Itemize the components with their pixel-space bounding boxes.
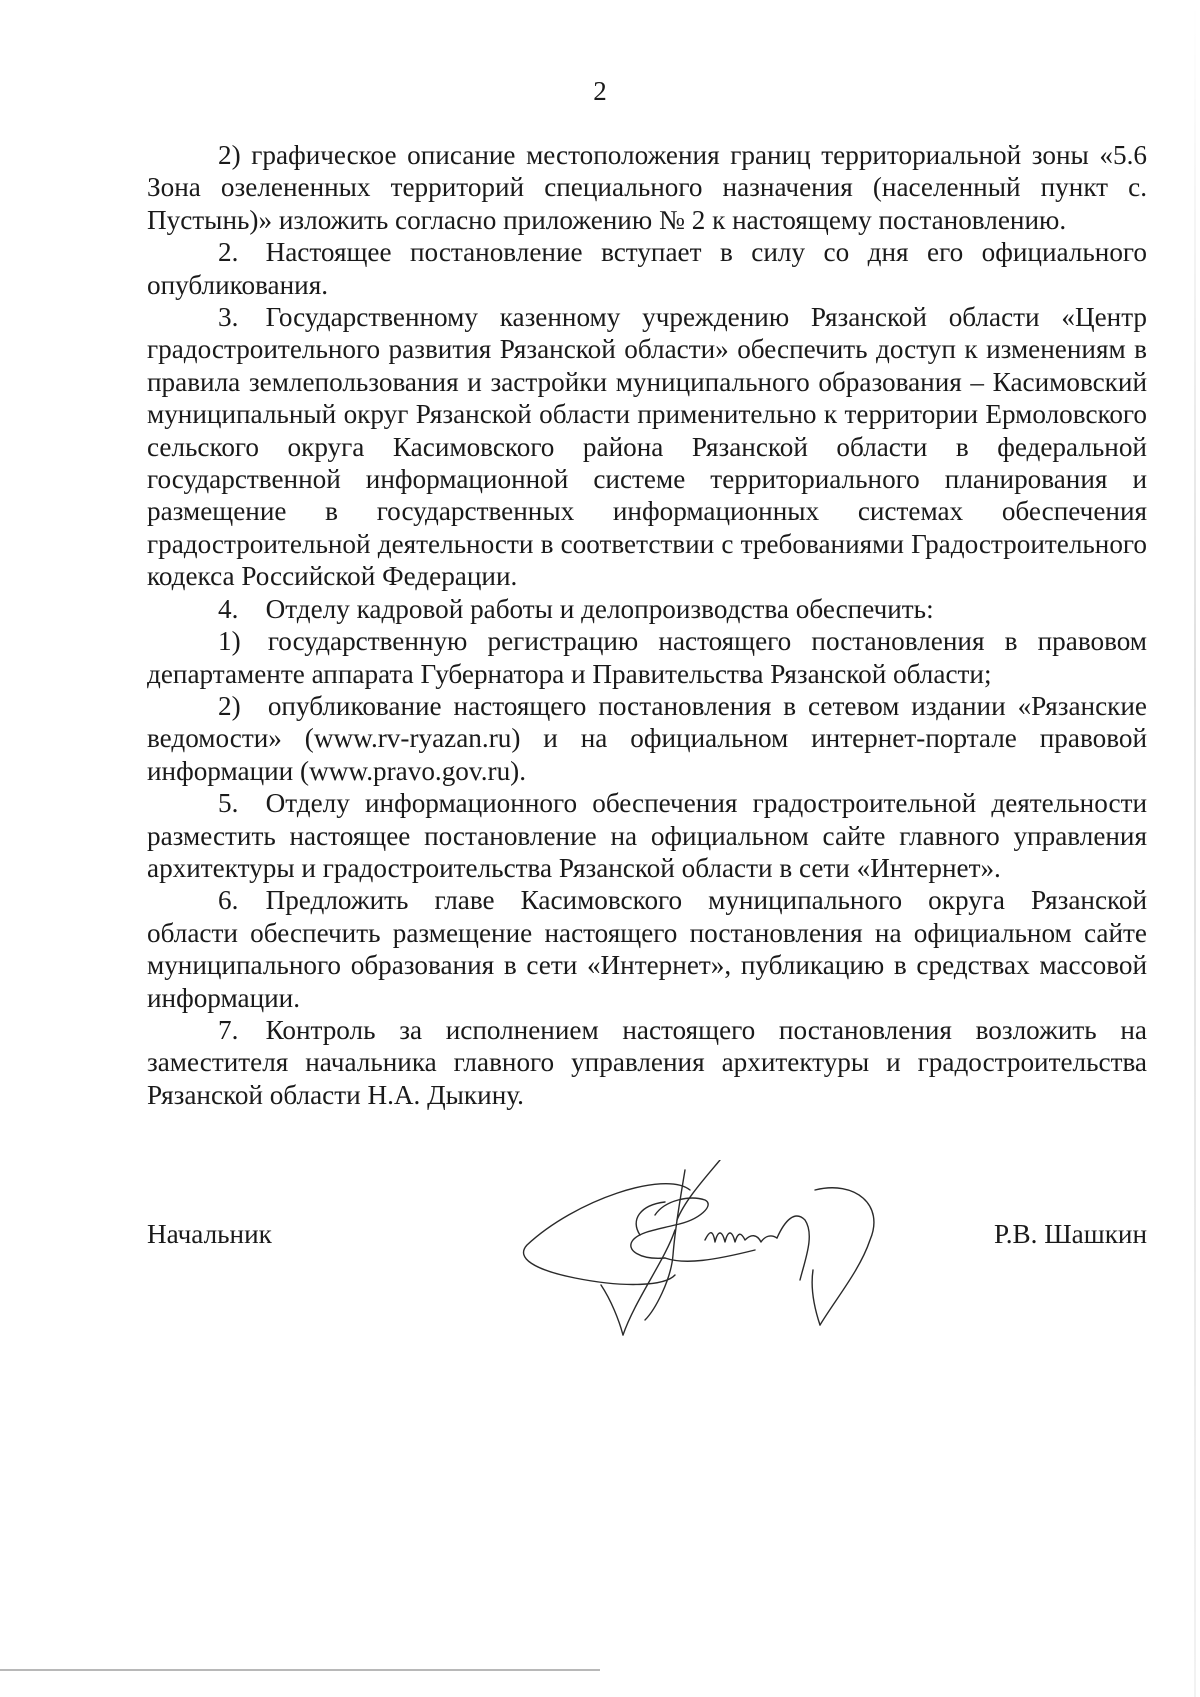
- paragraph-graphic-description: 2) графическое описание местоположения границ территориальной зоны «5.6 Зона озелененных территорий специального назначения (населенный пункт с. Пустынь)» изложить согласно приложению № 2 к настоящему постановлению.: [147, 140, 1147, 235]
- signature-block: [147, 1218, 1147, 1258]
- page-number: 2: [593, 76, 607, 106]
- paragraph-item-4-2: 2) опубликование настоящего постановления в сетевом издании «Рязанские ведомости» (www.rv-ryazan.ru) и на официальном интернет-портале правовой информации (www.pravo.gov.ru).: [147, 690, 1147, 786]
- signatory-name: Р.В. Шашкин: [994, 1219, 1147, 1249]
- paragraph-item-2: 2. Настоящее постановление вступает в силу со дня его официального опубликования.: [147, 237, 1147, 300]
- paragraph-item-4-1: 1) государственную регистрацию настоящего постановления в правовом департаменте аппарата Губернатора и Правительства Рязанской области;: [147, 626, 1147, 689]
- paragraph-item-3: 3. Государственному казенному учреждению Рязанской области «Центр градостроительного развития Рязанской области» обеспечить доступ к изменениям в правила землепользования и застройки муниципального образования – Касимовский муниципальный округ Рязанской области применительно к территории Ермоловского сельского округа Касимовского района Рязанской области в федеральной государственной информационной системе территориального планирования и размещение в государственных информационных системах обеспечения градостроительной деятельности в соответствии с требованиями Градостроительного кодекса Российской Федерации.: [147, 302, 1147, 592]
- document-body: [147, 139, 1147, 1111]
- paragraph-item-4: 4. Отделу кадровой работы и делопроизводства обеспечить:: [218, 593, 934, 624]
- signatory-title: Начальник: [147, 1219, 272, 1249]
- paragraph-item-7: 7. Контроль за исполнением настоящего постановления возложить на заместителя начальника главного управления архитектуры и градостроительства Рязанской области Н.А. Дыкину.: [147, 1014, 1147, 1110]
- paragraph-item-6: 6. Предложить главе Касимовского муниципального округа Рязанской области обеспечить размещение настоящего постановления на официальном сайте муниципального образования в сети «Интернет», публикацию в средствах массовой информации.: [147, 885, 1147, 1013]
- scan-edge-right: [1194, 0, 1196, 1697]
- paragraph-item-5: 5. Отделу информационного обеспечения градостроительной деятельности разместить настоящее постановление на официальном сайте главного управления архитектуры и градостроительства Рязанской области в сети «Интернет».: [147, 788, 1147, 883]
- scan-edge-bottom: [0, 1669, 600, 1671]
